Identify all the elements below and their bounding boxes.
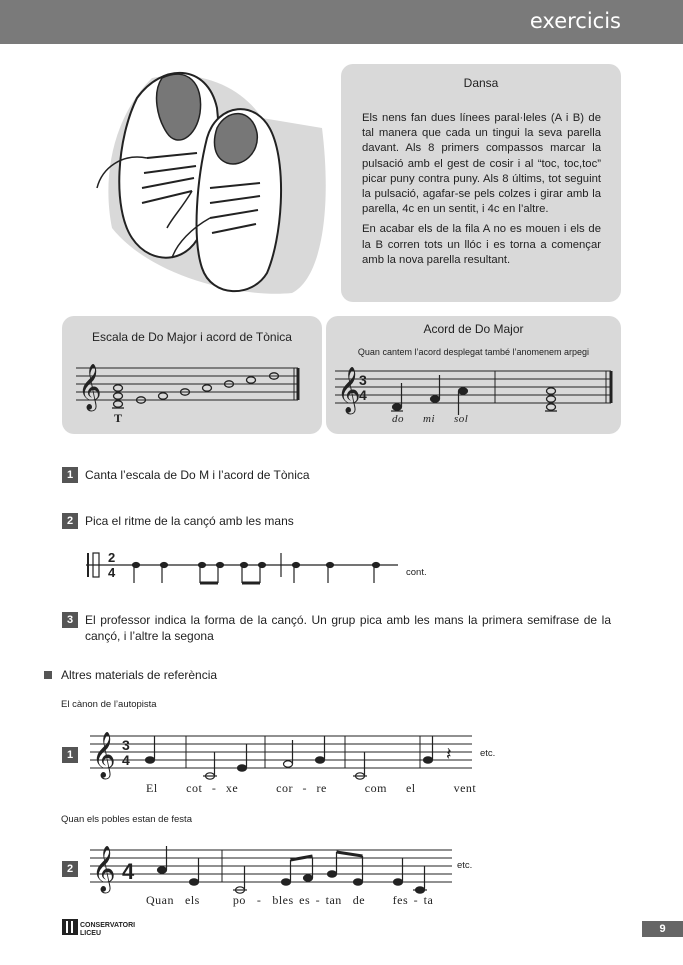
svg-text:4: 4 xyxy=(359,387,367,403)
dansa-paragraph-2: En acabar els de la fila A no es mouen i els de la B corren tots un llóc i es torna a començar amb la nova parella resultant. xyxy=(362,223,601,266)
acord-title: Acord de Do Major xyxy=(423,322,524,336)
dansa-text xyxy=(362,111,601,273)
song-1-number: 1 xyxy=(62,747,78,763)
shoes-illustration xyxy=(92,58,332,298)
dansa-title: Dansa xyxy=(463,76,499,90)
escala-title: Escala de Do Major i acord de Tònica xyxy=(92,330,292,344)
logo-line-2: LICEU xyxy=(80,930,101,937)
exercise-1-text: Canta l’escala de Do M i l’acord de Tònica xyxy=(85,468,310,482)
svg-text:𝄽: 𝄽 xyxy=(446,744,452,764)
section-title: exercicis xyxy=(529,9,621,33)
song-2-title: Quan els pobles estan de festa xyxy=(61,814,192,825)
song-2-lyrics: Quan els po - bles es - tan de fes - ta xyxy=(146,893,434,907)
svg-text:𝄞: 𝄞 xyxy=(92,846,116,892)
references-bullet xyxy=(44,671,52,679)
escala-box xyxy=(62,316,322,434)
svg-text:3: 3 xyxy=(359,372,367,388)
svg-text:𝄞: 𝄞 xyxy=(337,367,361,413)
svg-text:𝄞: 𝄞 xyxy=(92,732,116,778)
acord-subtitle: Quan cantem l’acord desplegat també l’anomenem arpegi xyxy=(357,347,590,357)
page-number: 9 xyxy=(642,921,683,937)
logo-line-1: CONSERVATORI xyxy=(80,922,136,929)
exercise-1-number: 1 xyxy=(62,467,78,483)
dansa-paragraph-1: Els nens fan dues línees paral·leles (A i B) de tal manera que cada un tingui la seva parella davant. Als 8 primers compassos marcar la pulsació amb el gest de cosir i al “toc, toc,toc” picar puny contra puny. Als 8 últims, tot seguint la pulsació, agafar-se pels colzes i girar amb la parella, 4c en un sentit, i 4c en l’altre. xyxy=(362,112,601,216)
svg-text:3: 3 xyxy=(122,737,130,753)
rhythm-staff xyxy=(86,545,406,585)
exercise-3-text: El professor indica la forma de la cançó. Un grup pica amb les mans la primera semifrase de la cançó, i l’altre la segona xyxy=(85,613,611,643)
escala-staff xyxy=(76,364,306,428)
song-1-title: El cànon de l’autopista xyxy=(61,699,157,710)
exercise-2-number: 2 xyxy=(62,513,78,529)
song-1-lyrics: El cot - xe cor - re com el vent xyxy=(146,781,477,795)
song-2-etc: etc. xyxy=(457,860,473,871)
page-header xyxy=(0,0,683,44)
svg-text:𝄞: 𝄞 xyxy=(78,364,102,410)
svg-text:4: 4 xyxy=(108,565,116,580)
svg-text:4: 4 xyxy=(122,752,130,768)
syllable-do: do xyxy=(392,413,404,425)
exercise-2-text: Pica el ritme de la cançó amb les mans xyxy=(85,514,294,528)
svg-text:4: 4 xyxy=(122,859,135,884)
song-2-number: 2 xyxy=(62,861,78,877)
acord-box xyxy=(326,316,621,434)
references-heading: Altres materials de referència xyxy=(61,668,218,682)
conservatori-logo-text xyxy=(80,922,135,938)
song-1-etc: etc. xyxy=(480,748,496,759)
dansa-box xyxy=(341,64,621,302)
tonic-label: T xyxy=(114,411,123,425)
rhythm-cont-label: cont. xyxy=(406,567,427,578)
exercise-3-number: 3 xyxy=(62,612,78,628)
syllable-sol: sol xyxy=(454,413,469,425)
conservatori-logo-icon xyxy=(62,919,78,935)
svg-text:2: 2 xyxy=(108,550,116,565)
acord-staff xyxy=(335,367,615,431)
syllable-mi: mi xyxy=(423,413,435,425)
